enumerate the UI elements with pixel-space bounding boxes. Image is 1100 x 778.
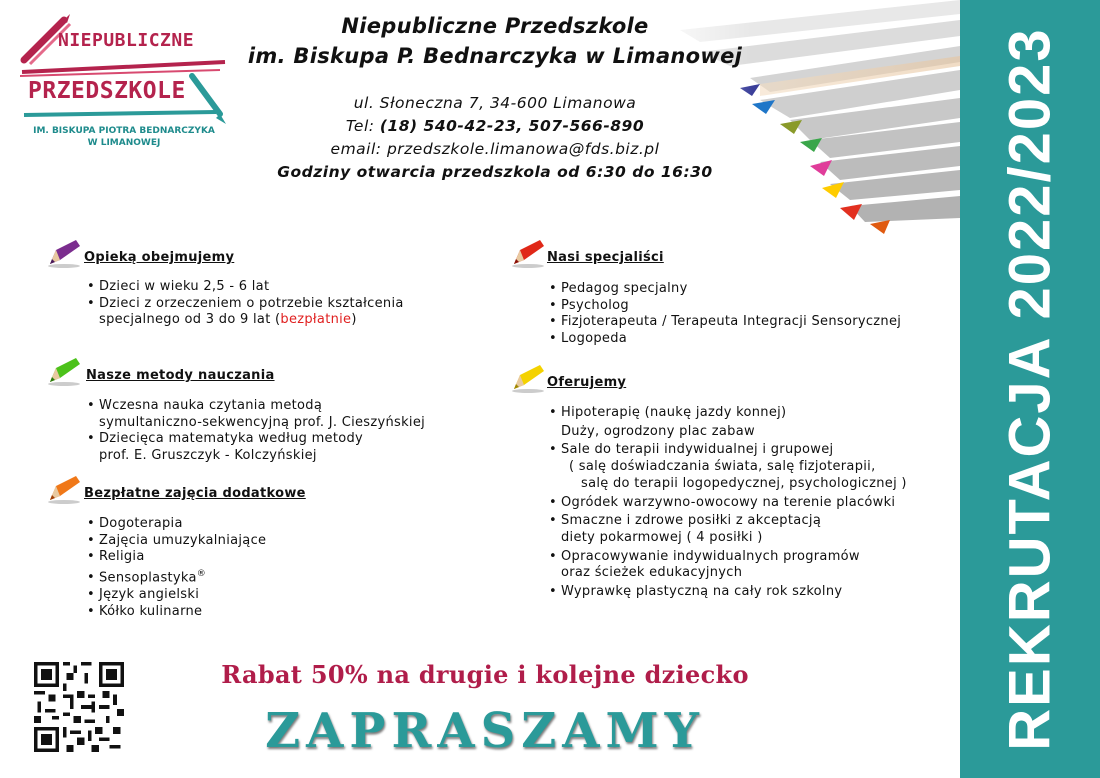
phone-numbers[interactable]: (18) 540-42-23, 507-566-890 bbox=[379, 117, 645, 135]
list-item: • Logopeda bbox=[549, 331, 628, 347]
list-item: • Ogródek warzywno-owocowy na terenie placówki bbox=[549, 494, 896, 510]
purple-pencil-icon bbox=[46, 238, 82, 268]
logo-main-text: PRZEDSZKOLE bbox=[28, 78, 186, 104]
list-item: Duży, ogrodzony plac zabaw bbox=[561, 423, 755, 439]
list-item: • Dogoterapia bbox=[87, 516, 183, 531]
list-item: • Religia bbox=[87, 549, 145, 565]
section-title-opieka: Opieką obejmujemy bbox=[84, 250, 235, 265]
opening-hours: Godziny otwarcia przedszkola od 6:30 do 16:30 bbox=[277, 163, 713, 181]
orange-pencil-icon bbox=[46, 474, 82, 504]
list-item: • Hipoterapię (naukę jazdy konnej) bbox=[549, 405, 787, 420]
list-oferujemy bbox=[549, 405, 954, 601]
logo-subtitle-2: W LIMANOWEJ bbox=[87, 138, 161, 148]
list-opieka bbox=[87, 279, 467, 329]
list-item: • Smaczne i zdrowe posiłki z akceptacją diety pokarmowej ( 4 posiłki ) bbox=[549, 513, 822, 545]
phone-line bbox=[230, 117, 760, 135]
email-line[interactable]: email: przedszkole.limanowa@fds.biz.pl bbox=[330, 140, 660, 158]
school-name-line-1: Niepubliczne Przedszkole bbox=[341, 14, 649, 38]
list-item: • Psycholog bbox=[549, 297, 629, 313]
list-item: • Zajęcia umuzykalniające bbox=[87, 532, 267, 548]
yellow-pencil-icon bbox=[510, 363, 546, 393]
list-item: • Sensoplastyka® bbox=[87, 569, 207, 586]
phone-label: Tel: bbox=[345, 117, 380, 135]
address: ul. Słoneczna 7, 34-600 Limanowa bbox=[353, 94, 637, 112]
preschool-logo bbox=[20, 14, 230, 154]
list-item: • Opracowywanie indywidualnych programów oraz ścieżek edukacyjnych bbox=[549, 548, 860, 581]
free-highlight: bezpłatnie bbox=[280, 312, 352, 328]
red-pencil-icon bbox=[510, 238, 546, 268]
list-item: • Pedagog specjalny bbox=[549, 281, 688, 296]
logo-top-text: NIEPUBLICZNE bbox=[58, 30, 195, 51]
section-title-metody: Nasze metody nauczania bbox=[86, 368, 275, 383]
section-title-zajecia: Bezpłatne zajęcia dodatkowe bbox=[84, 486, 306, 501]
section-title-specjalisci: Nasi specjaliści bbox=[547, 250, 664, 265]
recruitment-banner bbox=[960, 0, 1100, 778]
discount-text: Rabat 50% na drugie i kolejne dziecko bbox=[221, 660, 749, 689]
section-title-oferujemy: Oferujemy bbox=[547, 375, 627, 390]
list-item: • Wyprawkę plastyczną na cały rok szkolny bbox=[549, 584, 843, 600]
list-item: • Dzieci z orzeczeniem o potrzebie kształcenia specjalnego od 3 do 9 lat (bezpłatnie) bbox=[87, 295, 404, 328]
logo-subtitle-1: IM. BISKUPA PIOTRA BEDNARCZYKA bbox=[33, 126, 215, 136]
list-zajecia bbox=[87, 516, 447, 621]
list-item: • Dziecięca matematyka według metody prof. E. Gruszczyk - Kolczyńskiej bbox=[87, 431, 364, 464]
list-item: • Kółko kulinarne bbox=[87, 603, 203, 619]
school-name-line-2: im. Biskupa P. Bednarczyka w Limanowej bbox=[247, 44, 743, 68]
list-item: • Sale do terapii indywidualnej i grupowej ( salę doświadczania świata, salę fizjoterapii, salę do terapii logopedycznej, psychologicznej ) bbox=[549, 442, 907, 491]
list-item: • Dzieci w wieku 2,5 - 6 lat bbox=[87, 279, 270, 294]
registered-mark: ® bbox=[196, 569, 207, 580]
list-item: • Wczesna nauka czytania metodą symultaniczno-sekwencyjną prof. J. Cieszyńskiej bbox=[87, 398, 426, 430]
recruitment-banner-text: REKRUTACJA 2022/2023 bbox=[997, 27, 1063, 751]
invitation-text: ZAPRASZAMY bbox=[265, 703, 705, 759]
list-metody bbox=[87, 398, 487, 465]
list-item: • Język angielski bbox=[87, 587, 200, 603]
list-specjalisci bbox=[549, 281, 949, 348]
green-pencil-icon bbox=[46, 356, 82, 386]
qr-code[interactable] bbox=[34, 662, 124, 752]
list-item: • Fizjoterapeuta / Terapeuta Integracji Sensorycznej bbox=[549, 314, 902, 330]
